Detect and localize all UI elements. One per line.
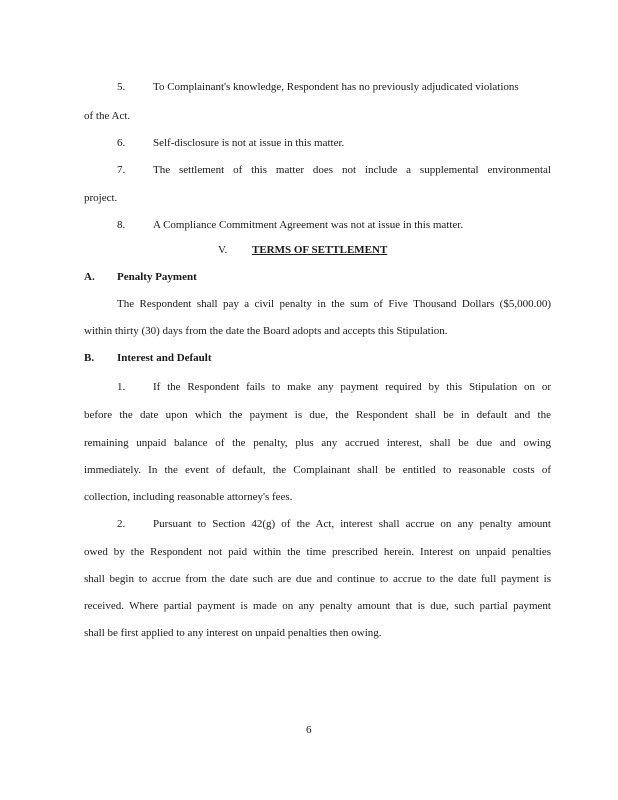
section-b1-line: immediately. In the event of default, the Complainant shall be entitled to reasonable costs of [84, 464, 551, 476]
item-7-number: 7. [117, 164, 126, 176]
section-b2-line: Pursuant to Section 42(g) of the Act, interest shall accrue on any penalty amount [153, 518, 551, 530]
item-7-text-line1: The settlement of this matter does not include a supplemental environmental [153, 164, 551, 176]
item-5-text-line1: To Complainant's knowledge, Respondent has no previously adjudicated violations [153, 81, 519, 93]
section-b1-line: before the date upon which the payment is due, the Respondent shall be in default and the [84, 409, 551, 421]
section-v-number: V. [218, 244, 228, 256]
section-b1-line: remaining unpaid balance of the penalty, plus any accrued interest, shall be due and owing [84, 437, 551, 449]
section-b2-line: shall begin to accrue from the date such are due and continue to accrue to the date full payment is [84, 573, 551, 585]
section-a-text-line1: The Respondent shall pay a civil penalty in the sum of Five Thousand Dollars ($5,000.00) [117, 298, 551, 310]
item-8-text: A Compliance Commitment Agreement was not at issue in this matter. [153, 219, 464, 231]
section-b-letter: B. [84, 352, 95, 364]
item-5-number: 5. [117, 81, 126, 93]
section-a-text-line2: within thirty (30) days from the date the Board adopts and accepts this Stipulation. [84, 325, 448, 337]
section-b2-line: owed by the Respondent not paid within the time prescribed herein. Interest on unpaid penalties [84, 546, 551, 558]
section-b2-line: received. Where partial payment is made on any penalty amount that is due, such partial payment [84, 600, 551, 612]
section-a-letter: A. [84, 271, 95, 283]
item-5-text-line2: of the Act. [84, 110, 131, 122]
section-b1-line: collection, including reasonable attorney's fees. [84, 491, 293, 503]
section-b2-number: 2. [117, 518, 126, 530]
item-6-number: 6. [117, 137, 126, 149]
item-7-text-line2: project. [84, 192, 118, 204]
item-8-number: 8. [117, 219, 126, 231]
section-v-title: TERMS OF SETTLEMENT [252, 244, 388, 256]
section-b1-number: 1. [117, 381, 126, 393]
section-b2-line: shall be first applied to any interest on unpaid penalties then owing. [84, 627, 382, 639]
section-b1-line: If the Respondent fails to make any payment required by this Stipulation on or [153, 381, 551, 393]
section-a-title: Penalty Payment [117, 271, 197, 283]
item-6-text: Self-disclosure is not at issue in this matter. [153, 137, 345, 149]
section-b-title: Interest and Default [117, 352, 212, 364]
page-number: 6 [306, 724, 312, 736]
